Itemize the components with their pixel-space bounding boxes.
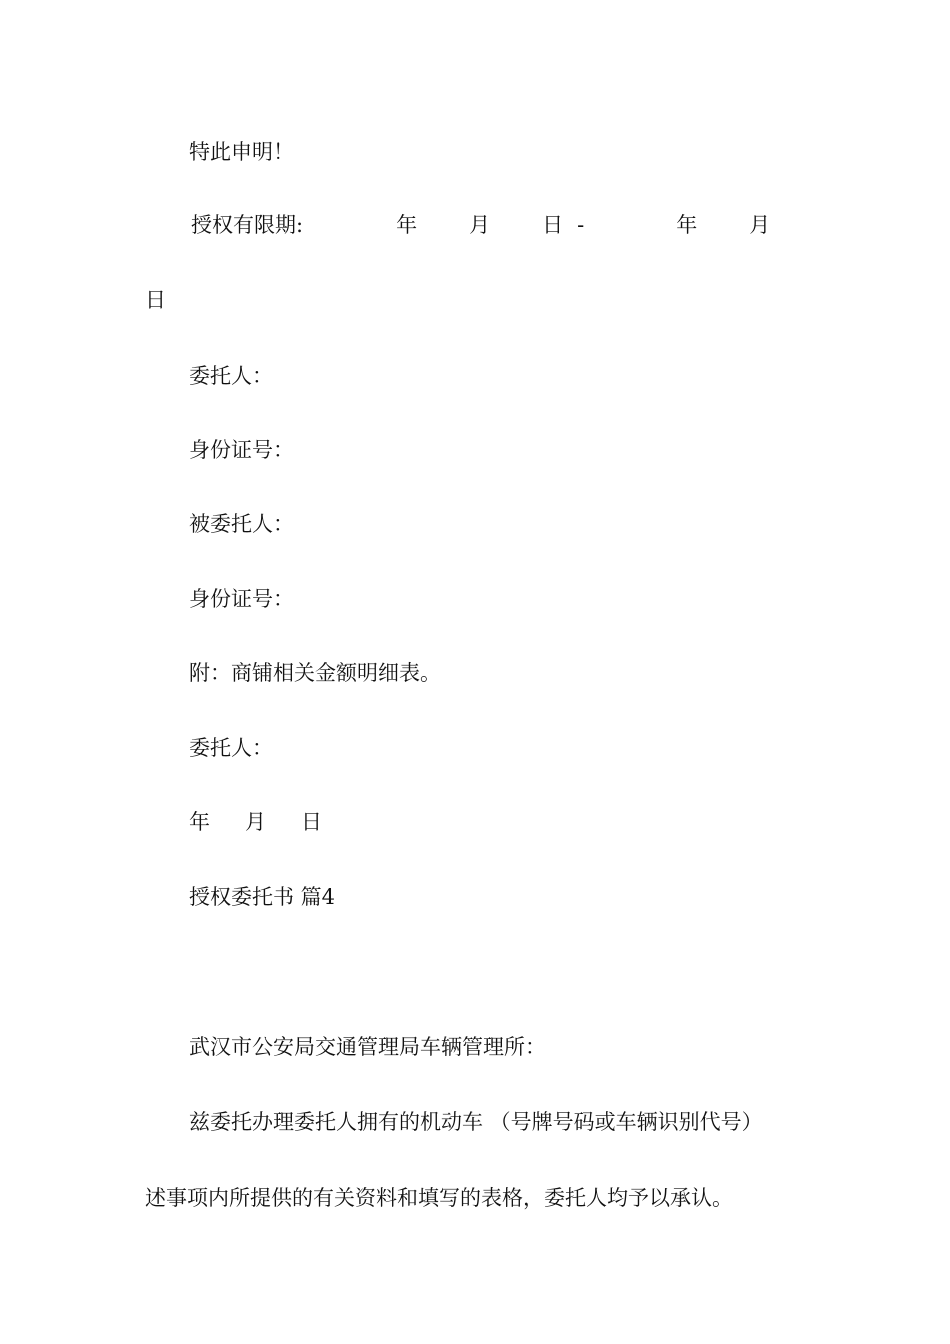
principal-sign-label: 委托人： xyxy=(189,736,273,760)
period-day-end: 日 xyxy=(145,288,166,312)
section-title: 授权委托书 篇4 xyxy=(189,885,336,909)
body-line-2: 述事项内所提供的有关资料和填写的表格，委托人均予以承认。 xyxy=(145,1186,733,1210)
period-day-start: 日 xyxy=(542,213,564,237)
sign-date-month: 月 xyxy=(245,810,266,834)
period-month-start: 月 xyxy=(469,213,491,237)
agent-id-label: 身份证号： xyxy=(189,587,294,611)
period-dash: - xyxy=(577,213,585,237)
sign-date-day: 日 xyxy=(301,810,322,834)
period-year-start: 年 xyxy=(396,213,418,237)
sign-date-line xyxy=(189,808,322,836)
attachment-note: 附：商铺相关金额明细表。 xyxy=(189,661,441,685)
principal-id-label: 身份证号： xyxy=(189,438,294,462)
authorization-period-label: 授权有限期: xyxy=(191,213,304,237)
principal-label: 委托人： xyxy=(189,364,273,388)
declaration-text: 特此申明！ xyxy=(189,140,294,164)
authorization-period-line xyxy=(191,211,770,239)
sign-date-year: 年 xyxy=(189,810,210,834)
addressee-line: 武汉市公安局交通管理局车辆管理所： xyxy=(189,1035,546,1059)
period-year-end: 年 xyxy=(676,213,698,237)
body-line-1: 兹委托办理委托人拥有的机动车 （号牌号码或车辆识别代号） xyxy=(189,1110,763,1134)
period-month-end: 月 xyxy=(749,213,771,237)
agent-label: 被委托人： xyxy=(189,512,294,536)
